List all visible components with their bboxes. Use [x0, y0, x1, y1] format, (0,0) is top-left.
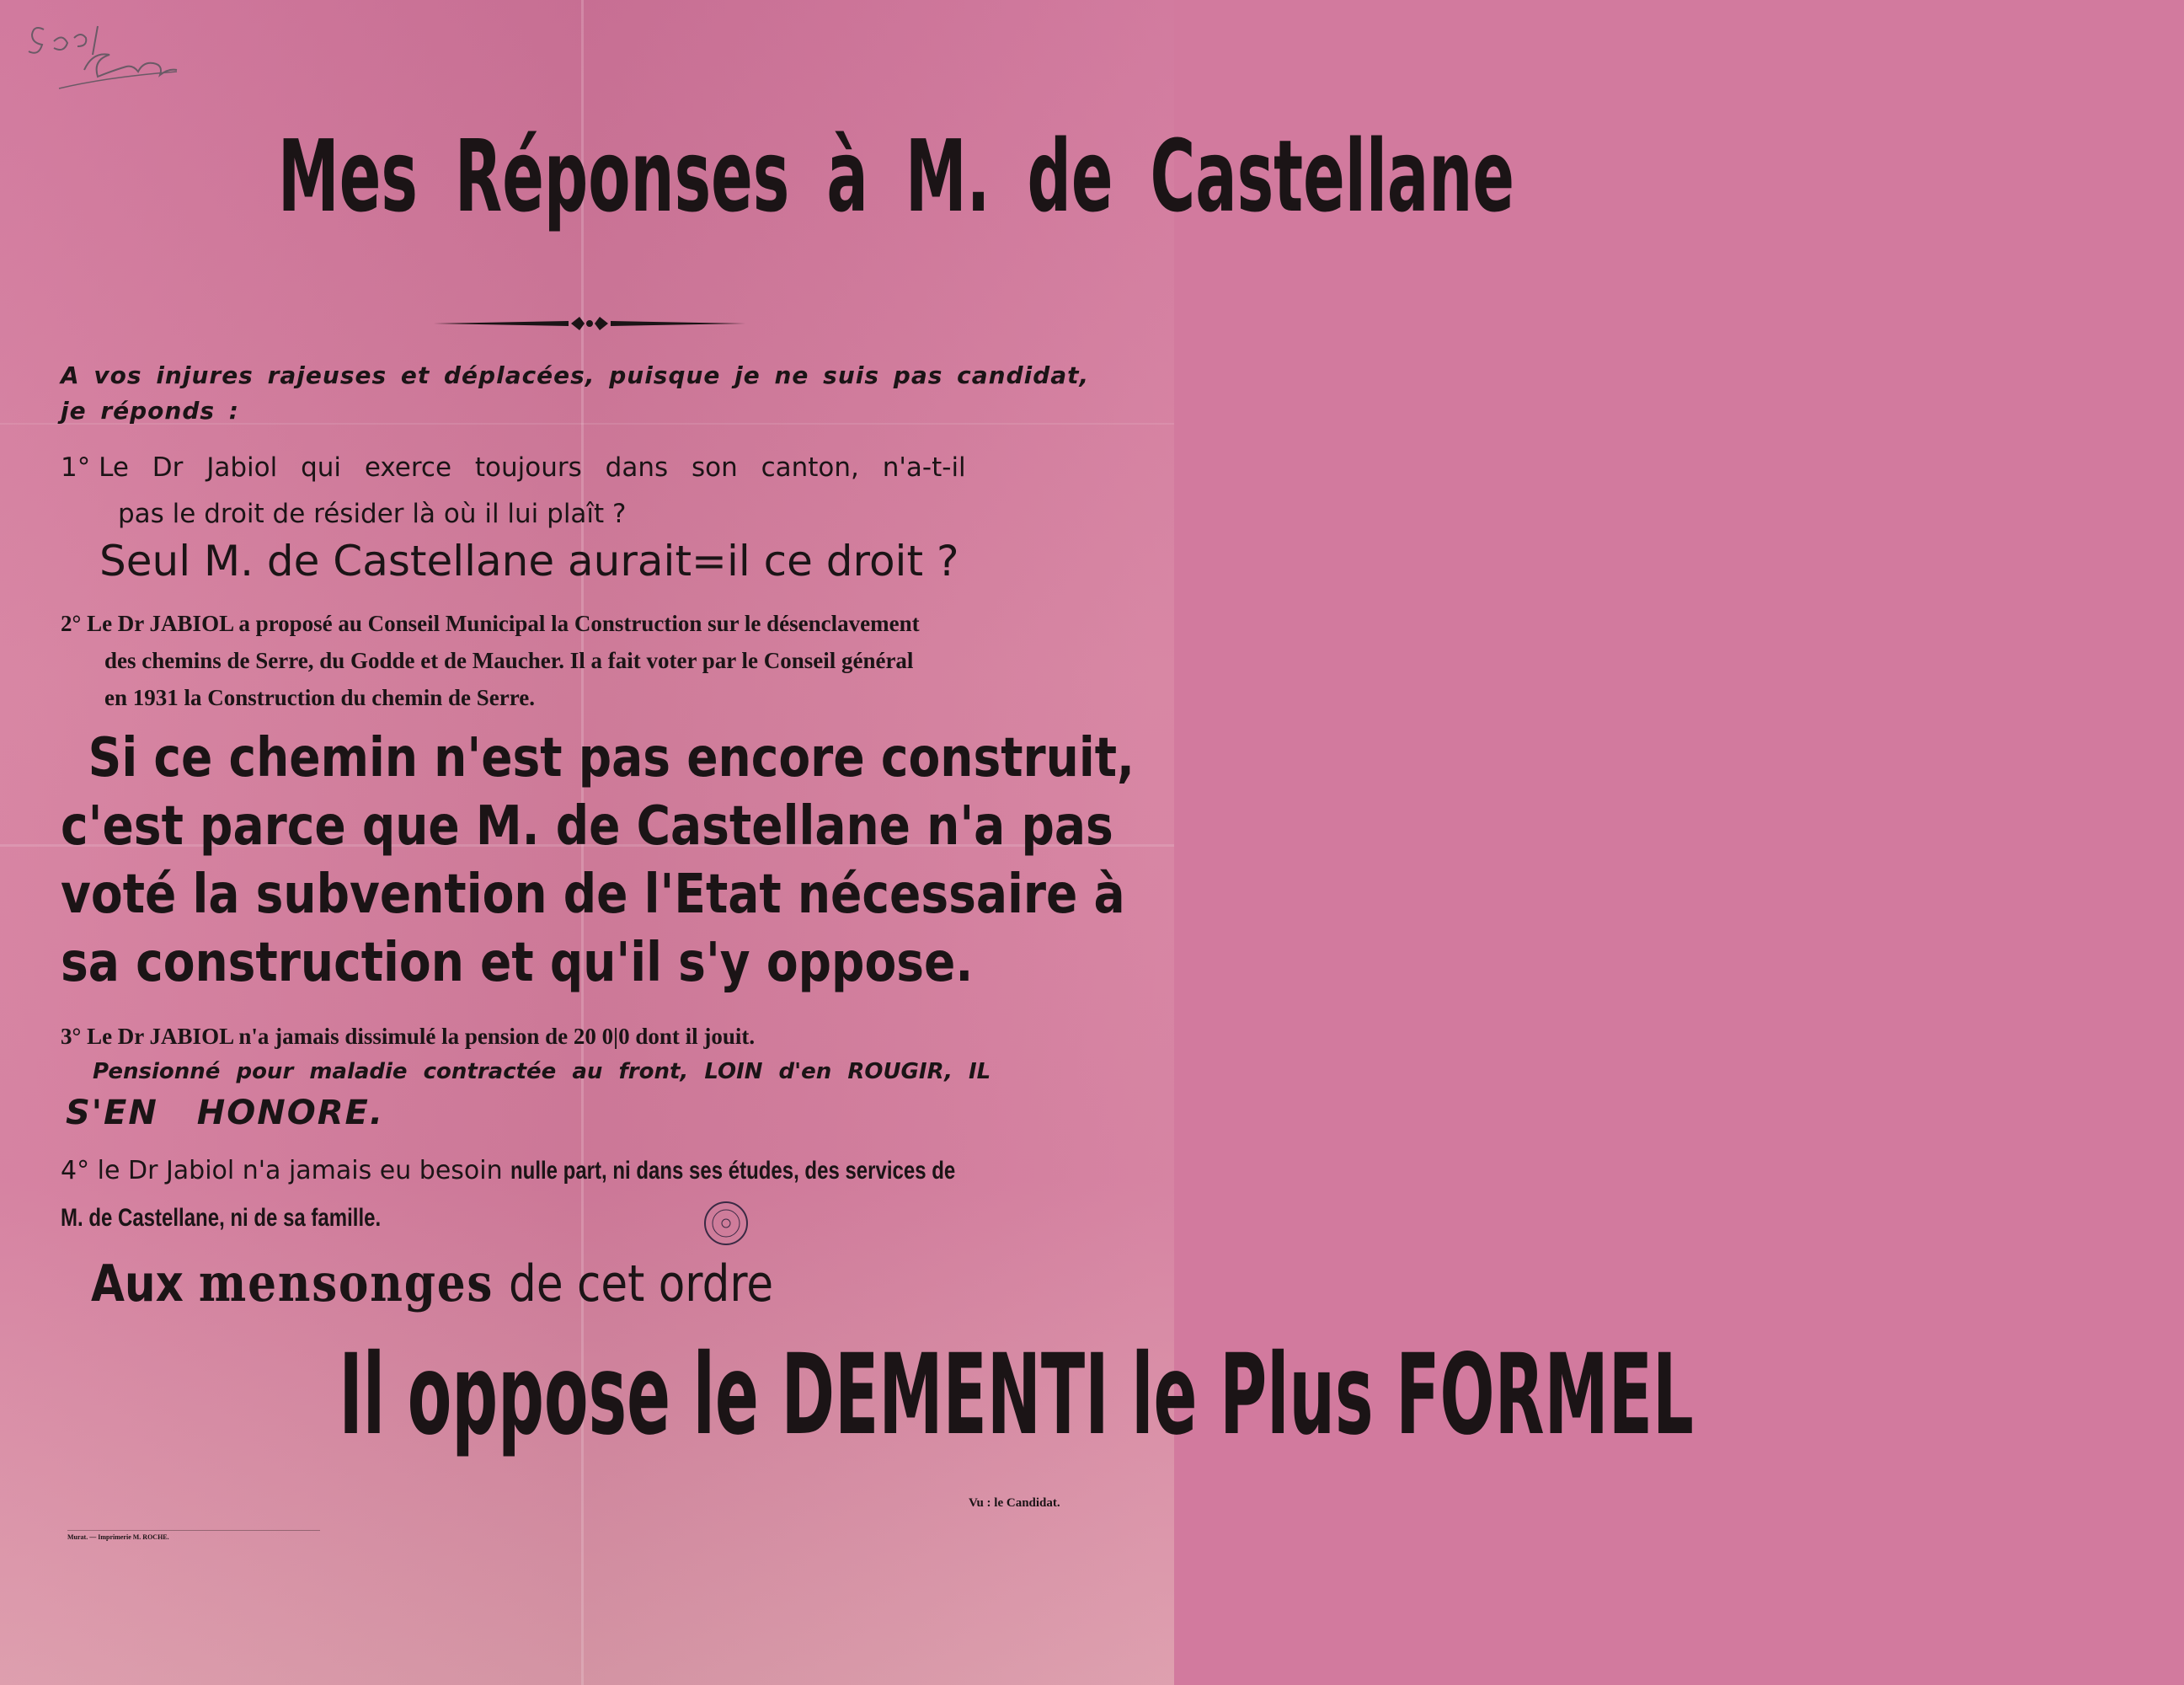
point-2-line-3: en 1931 la Construction du chemin de Serre.: [104, 685, 535, 710]
point-2-number: 2°: [61, 611, 82, 636]
closing-line-1-c: de cet ordre: [509, 1254, 774, 1313]
point-2-emphasis-line-3: voté la subvention de l'Etat nécessaire à: [61, 864, 1125, 926]
point-2-emphasis-line-1: Si ce chemin n'est pas encore construit,: [88, 727, 1135, 789]
point-3-text: Le Dr JABIOL n'a jamais dissimulé la pension de 20 0|0 dont il jouit.: [87, 1024, 756, 1049]
point-1-emphasis: Seul M. de Castellane aurait=il ce droit ?: [99, 537, 959, 586]
point-4-text: le Dr Jabiol n'a jamais eu besoin: [97, 1156, 503, 1185]
point-4-bold-1: nulle part, ni dans ses études, des services de: [510, 1157, 956, 1185]
point-2-emphasis-line-4: sa construction et qu'il s'y oppose.: [61, 932, 974, 994]
closing-line-2-wrapper: [0, 1330, 1694, 1460]
point-1-number: 1°: [61, 452, 91, 483]
point-3-emphasis-line-2: S'EN HONORE.: [66, 1094, 385, 1132]
point-3: [61, 1018, 1122, 1055]
point-3-number: 3°: [61, 1024, 82, 1049]
point-2-emphasis-line-2: c'est parce que M. de Castellane n'a pas: [61, 795, 1113, 858]
handwritten-annotation: [25, 13, 211, 105]
point-1-line-2: pas le droit de résider là où il lui plaît ?: [118, 499, 627, 529]
point-4-bold-2: M. de Castellane, ni de sa famille.: [61, 1204, 382, 1232]
point-2-emphasis: [61, 725, 1140, 998]
ornament-divider: [434, 313, 745, 334]
page-title: Mes Réponses à M. de Castellane: [277, 118, 1514, 234]
closing-line-2: Il oppose le DEMENTI le Plus FORMEL: [339, 1330, 1694, 1460]
closing-line-1-a: Aux: [91, 1254, 184, 1313]
point-4: [61, 1147, 1130, 1242]
point-1-line-1: Le Dr Jabiol qui exerce toujours dans son canton, n'a-t-il: [99, 452, 966, 483]
closing-line-1-b: mensonges: [198, 1252, 494, 1313]
point-4-number: 4°: [61, 1156, 90, 1185]
point-3-emphasis-line-1: Pensionné pour maladie contractée au front, LOIN d'en ROUGIR, IL: [93, 1059, 991, 1084]
title-wrapper: [0, 118, 1514, 234]
archive-stamp-icon: [702, 1200, 750, 1247]
point-1: [61, 445, 1122, 538]
printer-imprint: Murat. — Imprimerie M. ROCHE.: [67, 1530, 320, 1541]
closing-line-1: [91, 1249, 1134, 1318]
signoff: Vu : le Candidat.: [969, 1496, 1060, 1510]
point-2-line-2: des chemins de Serre, du Godde et de Maucher. Il a fait voter par le Conseil général: [104, 648, 914, 673]
point-2: [61, 605, 1122, 716]
intro-paragraph: A vos injures rajeuses et déplacées, puisque je ne suis pas candidat, je réponds :: [61, 361, 1090, 425]
point-2-line-1: Le Dr JABIOL a proposé au Conseil Municipal la Construction sur le désenclavement: [87, 611, 920, 636]
